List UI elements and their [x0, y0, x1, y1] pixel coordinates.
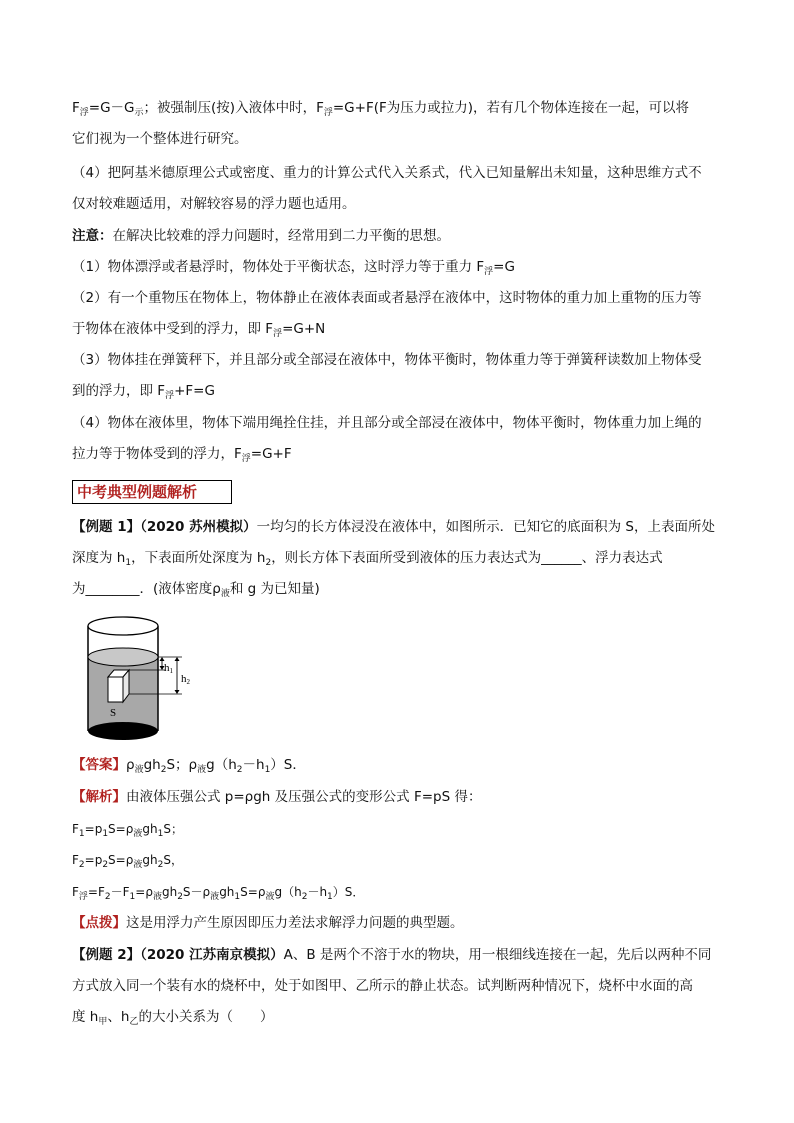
answer-line: 【答案】$\rho_液gh_2S$；$\rho_液g(h_2-h_1)S$．	[72, 757, 306, 775]
tip-line: 【点拨】这是用浮力产生原因即压力差法求解浮力问题的典型题。	[72, 915, 464, 931]
beaker-rim	[88, 617, 158, 635]
section-title: 中考典型例题解析	[77, 483, 198, 501]
example-2-line: 度 $h_甲$、$h_乙$的大小关系为（ ）	[72, 1009, 274, 1027]
text-line: 它们视为一个整体进行研究。	[72, 131, 248, 147]
text-line: 于物体在液体中受到的浮力，即 $F_浮=G+N$	[72, 321, 326, 339]
liquid-surface	[88, 648, 158, 666]
example-2-line: 【例题 2】（2020 江苏南京模拟）A、B 是两个不溶于水的物块，用一根细线连接在一起，先后以两种不同	[72, 947, 712, 963]
beaker-bottom	[88, 722, 158, 740]
text-line: $F_浮=G-G_示$；被强制压(按)入液体中时，$F_浮=G+F(F$为压力或拉力)，若有几个物体连接在一起，可以将	[72, 100, 690, 118]
text-line: （1）物体漂浮或者悬浮时，物体处于平衡状态，这时浮力等于重力 $F_浮=G$	[72, 259, 515, 277]
text-line: （2）有一个重物压在物体上，物体静止在液体表面或者悬浮在液体中，这时物体的重力加上重物的压力等	[72, 290, 702, 306]
text-line: （3）物体挂在弹簧秤下，并且部分或全部浸在液体中，物体平衡时，物体重力等于弹簧秤读数加上物体受	[72, 352, 702, 368]
example-1-line: 深度为 $h_1$，下表面所处深度为 $h_2$，则长方体下表面所受到液体的压力表达式为______、浮力表达式	[72, 550, 663, 568]
note-line: 注意：在解决比较难的浮力问题时，经常用到二力平衡的思想。	[72, 228, 450, 244]
text-line: （4）把阿基米德原理公式或密度、重力的计算公式代入关系式，代入已知量解出未知量，这种思维方式不	[72, 165, 702, 181]
label-s: S	[110, 707, 117, 719]
cuboid-front	[108, 677, 123, 702]
section-heading-box	[72, 480, 232, 504]
text-line: （4）物体在液体里，物体下端用绳拴住挂，并且部分或全部浸在液体中，物体平衡时，物体重力加上绳的	[72, 415, 702, 431]
text-line: 拉力等于物体受到的浮力，$F_浮=G+F$	[72, 446, 292, 464]
formula-line: $F_1=p_1S=\rho_液gh_1S$；	[72, 822, 183, 839]
formula-line: $F_2=p_2S=\rho_液gh_2S$，	[72, 853, 183, 870]
example-1-line: 为________．(液体密度$\rho_液$和 g 为已知量)	[72, 581, 320, 599]
label-h1: h1	[164, 662, 173, 675]
analysis-line: 【解析】由液体压强公式 p=ρgh 及压强公式的变形公式 F=pS 得：	[72, 789, 482, 805]
beaker-figure	[80, 610, 210, 745]
example-2-line: 方式放入同一个装有水的烧杯中，处于如图甲、乙所示的静止状态。试判断两种情况下，烧杯中水面的高	[72, 978, 693, 994]
formula-line: $F_浮=F_2-F_1=\rho_液gh_2S-\rho_液gh_1S=\rho_液g(h_2-h_1)S$．	[72, 885, 365, 902]
text-line: 仅对较难题适用，对解较容易的浮力题也适用。	[72, 196, 356, 212]
text-line: 到的浮力，即 $F_浮+F=G$	[72, 383, 215, 401]
example-1-line: 【例题 1】（2020 苏州模拟）一均匀的长方体浸没在液体中，如图所示．已知它的底面积为 S，上表面所处	[72, 519, 715, 535]
label-h2: h2	[181, 673, 190, 686]
